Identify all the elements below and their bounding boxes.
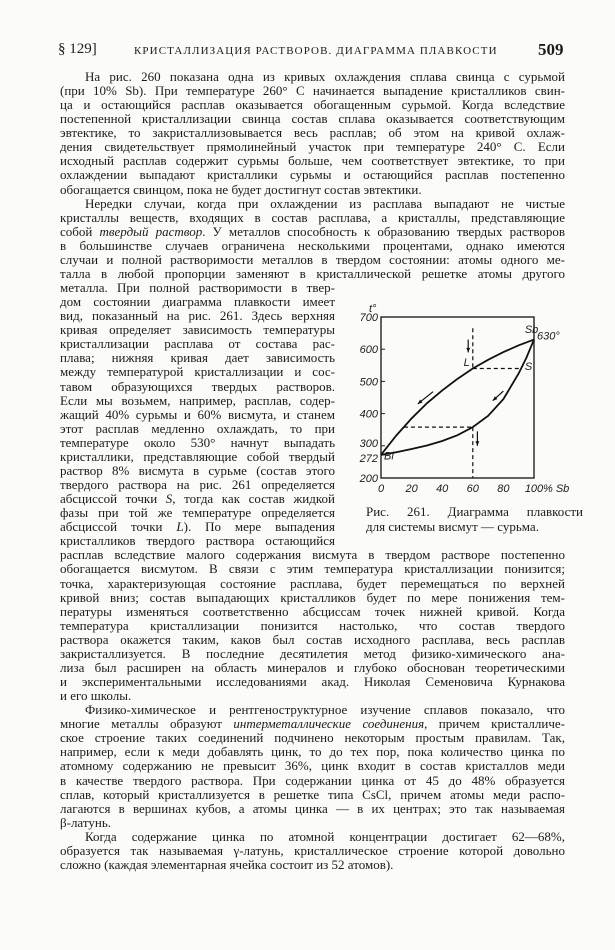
text-line: раствора окажется таким, каков был состав исходного расплава, весь расплав	[60, 631, 565, 647]
text-line: образуется так называемая γ-латунь, кристаллическое строение которой довольно	[60, 842, 565, 858]
text-segment: абсциссой точки	[60, 519, 177, 535]
text-line: β-латунь.	[60, 814, 112, 830]
text-line: в качестве твердого раствора. При содержании цинка от 45 до 48% образуется	[60, 772, 565, 788]
text-line: фазы при той же температуре определяется	[60, 505, 335, 521]
text-line	[60, 492, 335, 506]
section-number: § 129]	[58, 41, 97, 57]
text-line: твердого раствора на рис. 261 определяется	[60, 477, 335, 493]
italic-term: L	[176, 519, 184, 535]
text-line: между температурой кристаллизации и сос-	[60, 364, 335, 380]
text-line: обогащается свинцом, пока не будет достигнут состав эвтектики.	[60, 181, 422, 197]
text-line: кристаллики, представляющие собой твердый	[60, 448, 335, 464]
text-line: металла. При полной растворимости в твер-	[60, 280, 335, 296]
text-line: кристаллы веществ, входящих в состав расплава, а кристаллы, представляющие	[60, 209, 565, 225]
text-line: обогащается висмутом. В связи с этим температура кристаллизации понизится;	[60, 561, 565, 577]
text-line: лиза был расширен на область минералов и глубоко обоснован теоретическими	[60, 659, 565, 675]
point-label: L	[463, 356, 470, 369]
text-line: кристалликов твердого раствора остающийся	[60, 533, 335, 549]
text-line: кривая определяет зависимость температуры	[60, 322, 335, 338]
text-line: случаи и полной растворимости металлов в твердом состоянии: атомы одного ме-	[60, 251, 565, 267]
arrow-down-icon-head	[466, 348, 470, 353]
text-line: сложно (каждая элементарная ячейка состоит из 52 атомов).	[60, 856, 394, 872]
text-line: ское строение таких соединений подчинено некоторым простым правилам. Так,	[60, 730, 565, 746]
page-number: 509	[538, 40, 564, 59]
text-line: дения свидетельствует прямолинейный участок при температуре 240° C. Если	[60, 139, 565, 155]
x-tick-label: 60	[466, 483, 479, 495]
y-tick-label: 700	[359, 312, 378, 324]
y-axis-label: t°	[369, 303, 377, 315]
x-tick-label: 100	[524, 483, 544, 495]
figure-caption-line: для системы висмут — сурьма.	[366, 519, 539, 534]
text-line: и экспериментальными исследованиями акад. Николая Семеновича Курнакова	[60, 674, 565, 689]
text-line: Нередки случаи, когда при охлаждении из расплава выпадают не чистые	[85, 195, 565, 211]
text-line: кривой вниз; состав выпадающих кристалликов будет по мере понижения тем-	[60, 589, 565, 605]
text-line: талла в любой пропорции заменяют в кристаллической решетке атомы другого	[60, 265, 565, 281]
y-tick-label: 272	[359, 452, 378, 465]
text-line: Если мы возьмем, например, расплав, содер-	[60, 392, 335, 408]
text-line: ца и остающийся расплав оказывается обогащенным сурьмой. Когда вследствие	[60, 97, 565, 113]
text-line: исходный расплав содержит сурьмы больше, чем соответствует эвтектике, то при	[60, 153, 565, 169]
x-tick-label: 80	[497, 483, 510, 495]
arrow-down-icon-head	[475, 441, 479, 446]
text-line: плава; нижняя кривая дает зависимость	[60, 350, 335, 366]
text-line: тавом образующихся твердых растворов.	[60, 378, 335, 394]
y-tick-label: 500	[359, 376, 378, 389]
text-line: дом состоянии диаграмма плавкости имеет	[60, 294, 335, 310]
text-line	[60, 717, 565, 731]
melting-diagram	[340, 295, 600, 515]
running-title: КРИСТАЛЛИЗАЦИЯ РАСТВОРОВ. ДИАГРАММА ПЛАВКОСТИ	[134, 45, 498, 57]
x-axis-unit: % Sb	[543, 483, 570, 495]
text-line: (при 10% Sb). При температуре 260° C начинается выпадение кристалликов свин-	[60, 83, 565, 99]
text-line: расплав вследствие малого содержания висмута в твердом растворе постепенно	[60, 547, 565, 563]
y-tick-label: 400	[359, 408, 378, 421]
text-segment: , причем кристалличе-	[424, 716, 565, 732]
text-line: охлаждении выпадают кристаллики сурьмы и остающийся расплав постепенно	[60, 167, 565, 183]
x-tick-label: 0	[377, 483, 385, 495]
point-label: 630°	[537, 330, 560, 343]
point-label: Sb	[524, 324, 539, 337]
text-line: раствор 8% висмута в сурьме (состав этого	[60, 462, 335, 478]
y-tick-label: 600	[359, 344, 378, 357]
text-line: кристаллизации расплава от состава рас-	[60, 336, 335, 352]
text-line: и его школы.	[60, 688, 132, 704]
text-line	[60, 520, 335, 534]
text-segment: . У металлов способность к образованию твердых растворов	[202, 223, 566, 239]
text-line: лагаются в вершинах кубов, а атомы цинка — в их центрах; это так называемая	[60, 800, 565, 816]
italic-term: интерметаллические соединения	[233, 716, 425, 732]
figure-caption-line: Рис. 261. Диаграмма плавкости	[366, 504, 583, 519]
text-line: температура кристаллизации понизится настолько, что состав твердого	[60, 617, 565, 633]
y-tick-label: 300	[359, 437, 378, 450]
text-line: например, если к меди добавлять цинк, то до тех пор, пока количество цинка по	[60, 744, 565, 760]
text-segment: собой	[60, 223, 100, 239]
liquidus-curve	[381, 340, 534, 455]
text-line: сплав, который кристаллизуется в решетке типа CsCl, причем атомы меди распо-	[60, 786, 565, 802]
text-line: этот расплав медленно охлаждать, то при	[60, 420, 335, 436]
text-line: температуре около 530° начнут выпадать	[60, 434, 335, 450]
text-segment: абсциссой точки	[60, 491, 166, 507]
text-line: Физико-химическое и рентгеноструктурное изучение сплавов показало, что	[85, 702, 565, 718]
text-line: эвтектике, то закристаллизовывается весь расплав; об этом на кривой охлаж-	[60, 125, 565, 141]
text-line: вид, показанный на рис. 261. Здесь верхняя	[60, 308, 335, 324]
text-line: постепенной кристаллизации свинца состав сплава оказывается соответствующим	[60, 111, 565, 127]
text-segment: , тогда как состав жидкой	[172, 491, 335, 507]
text-line: в большинстве случаев ограничена несколькими процентами, однако имеются	[60, 237, 565, 253]
text-line: На рис. 260 показана одна из кривых охлаждения сплава свинца с сурьмой	[85, 69, 565, 84]
x-tick-label: 40	[436, 483, 449, 495]
text-segment: ). По мере выпадения	[183, 519, 335, 535]
point-label: Bi	[384, 450, 394, 463]
text-line: закристаллизуется. В последние десятилетия метод физико-химического ана-	[60, 645, 565, 661]
x-tick-label: 20	[405, 483, 418, 495]
italic-term: S	[165, 491, 173, 507]
text-line: жащий 40% сурьмы и 60% висмута, и станем	[60, 406, 335, 422]
solidus-curve	[381, 340, 534, 455]
y-tick-label: 200	[359, 473, 378, 485]
text-segment: многие металлы образуют	[60, 716, 234, 732]
text-line: точка, характеризующая состояние расплава, будет перемещаться по верхней	[60, 575, 565, 591]
text-line: Когда содержание цинка по атомной концентрации достигает 62—68%,	[85, 828, 565, 844]
plot-frame	[381, 317, 534, 478]
point-label: S	[524, 360, 533, 373]
text-line	[60, 225, 565, 239]
text-line: пературы изменяться соответственно абсциссам точек нижней кривой. Когда	[60, 603, 565, 619]
text-line: атомному содержанию не превысит 36%, цинк входит в состав кристаллов меди	[60, 758, 565, 774]
italic-term: твердый раствор	[99, 223, 203, 239]
